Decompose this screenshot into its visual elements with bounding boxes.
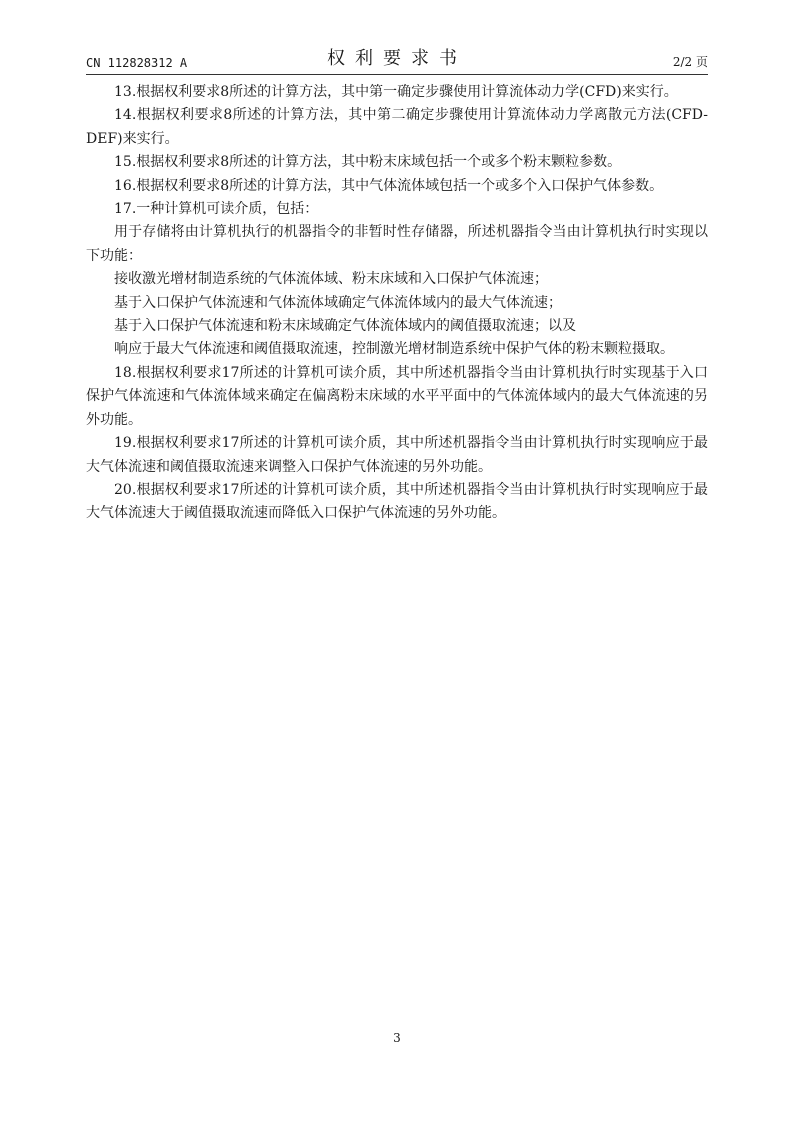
claim-18: 18.根据权利要求17所述的计算机可读介质，其中所述机器指令当由计算机执行时实现基于入口保护气体流速和气体流体域来确定在偏离粉末床域的水平平面中的气体流体域内的最大气体流速的另外功能。 [86,364,708,428]
claim-17-control: 响应于最大气体流速和阈值摄取流速，控制激光增材制造系统中保护气体的粉末颗粒摄取。 [114,341,674,358]
page-header [86,44,708,74]
claim-17: 17.一种计算机可读介质，包括： [114,201,319,218]
claim-13: 13.根据权利要求8所述的计算方法，其中第一确定步骤使用计算流体动力学(CFD)来实行。 [114,84,678,100]
document-title: 权利要求书 [327,48,467,69]
claim-19: 19.根据权利要求17所述的计算机可读介质，其中所述机器指令当由计算机执行时实现响应于最大气体流速和阈值摄取流速来调整入口保护气体流速的另外功能。 [86,435,708,475]
claim-17-receive: 接收激光增材制造系统的气体流体域、粉末床域和入口保护气体流速； [114,271,548,288]
claims-body [86,81,708,526]
claim-14: 14.根据权利要求8所述的计算方法，其中第二确定步骤使用计算流体动力学离散元方法(CFD-DEF)来实行。 [86,107,708,147]
claim-15: 15.根据权利要求8所述的计算方法，其中粉末床域包括一个或多个粉末颗粒参数。 [114,154,622,171]
page-number: 3 [393,1031,401,1045]
publication-number: CN 112828312 A [86,56,188,70]
claim-20: 20.根据权利要求17所述的计算机可读介质，其中所述机器指令当由计算机执行时实现响应于最大气体流速大于阈值摄取流速而降低入口保护气体流速的另外功能。 [86,481,708,522]
page-indicator: 2/2 页 [672,55,708,69]
claim-17-threshold: 基于入口保护气体流速和粉末床域确定气体流体域内的阈值摄取流速；以及 [114,318,576,335]
claim-17-memory: 用于存储将由计算机执行的机器指令的非暂时性存储器，所述机器指令当由计算机执行时实现以下功能： [86,224,708,264]
claim-16: 16.根据权利要求8所述的计算方法，其中气体流体域包括一个或多个入口保护气体参数。 [114,177,664,194]
header-divider [86,74,708,75]
claim-17-max-flow: 基于入口保护气体流速和气体流体域确定气体流体域内的最大气体流速； [114,294,562,311]
